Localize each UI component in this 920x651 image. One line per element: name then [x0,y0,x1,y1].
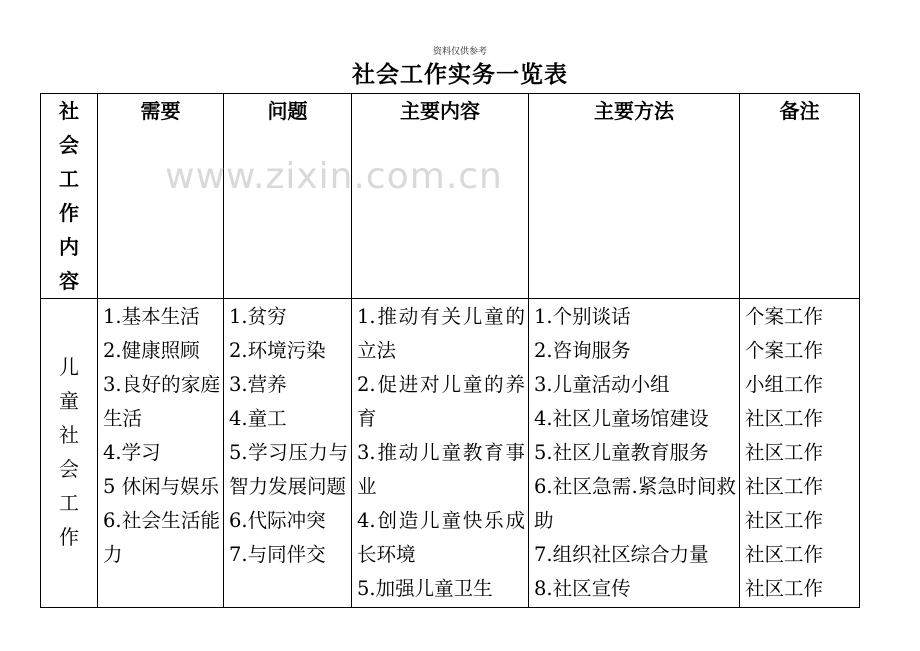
list-item: 5 休闲与娱乐 [103,475,220,498]
list-item: 1.基本生活 [103,305,200,328]
list-item: 社区工作 [745,509,824,532]
list-item: 4.创造儿童快乐成长环境 [357,509,525,566]
list-item: 5.加强儿童卫生 [357,577,493,600]
needs-cell [98,299,224,608]
category-label: 儿童社会工作 [59,355,79,549]
category-cell [41,299,98,608]
list-item: 3.儿童活动小组 [534,373,670,396]
header-main-content: 主要内容 [352,94,529,299]
table-row [41,299,860,608]
list-item: 4.学习 [103,441,161,464]
list-item: 1.个别谈话 [534,305,631,328]
list-item: 5.社区儿童教育服务 [534,441,709,464]
list-item: 2.咨询服务 [534,339,631,362]
list-item: 个案工作 [745,305,824,328]
list-item: 社区工作 [745,543,824,566]
remarks-cell [740,299,860,608]
list-item: 6.社会生活能力 [103,509,220,566]
header-remarks: 备注 [740,94,860,299]
header-needs: 需要 [98,94,224,299]
list-item: 3.营养 [229,373,287,396]
practice-overview-table [40,93,860,608]
list-item: 个案工作 [745,339,824,362]
list-item: 社区工作 [745,407,824,430]
list-item: 5.学习压力与智力发展问题 [229,441,348,498]
list-item: 社区工作 [745,577,824,600]
list-item: 社区工作 [745,475,824,498]
list-item: 社区工作 [745,441,824,464]
list-item: 3.推动儿童教育事业 [357,441,525,498]
watermark: www.zixin.com.cn [165,156,503,197]
problems-cell [224,299,352,608]
list-item: 小组工作 [745,373,824,396]
methods-cell [529,299,740,608]
header-content-type-label: 社会工作内容 [59,99,79,293]
header-problems: 问题 [224,94,352,299]
list-item: 7.组织社区综合力量 [534,543,709,566]
list-item: 2.健康照顾 [103,339,200,362]
header-content-type [41,94,98,299]
list-item: 2.环境污染 [229,339,326,362]
list-item: 7.与同伴交 [229,543,326,566]
contents-cell [352,299,529,608]
list-item: 4.社区儿童场馆建设 [534,407,709,430]
list-item: 4.童工 [229,407,287,430]
list-item: 3.良好的家庭生活 [103,373,220,430]
list-item: 6.社区急需.紧急时间救助 [534,475,736,532]
header-main-methods: 主要方法 [529,94,740,299]
list-item: 8.社区宣传 [534,577,631,600]
header-note: 资料仅供参考 [432,47,487,57]
list-item: 1.推动有关儿童的立法 [357,305,525,362]
list-item: 2.促进对儿童的养育 [357,373,525,430]
list-item: 1.贫穷 [229,305,287,328]
table-header-row [41,94,860,299]
list-item: 6.代际冲突 [229,509,326,532]
document-title: 社会工作实务一览表 [352,61,568,88]
